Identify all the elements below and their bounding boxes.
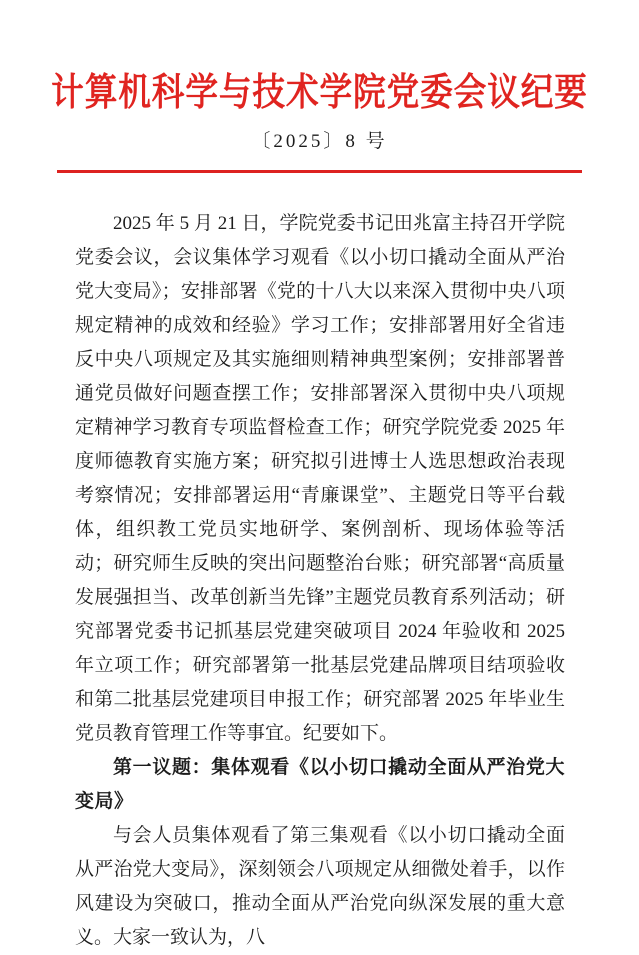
topic1-paragraph: 与会人员集体观看了第三集观看《以小切口撬动全面从严治党大变局》，深刻领会八项规定从细微处着手，以作风建设为突破口，推动全面从严治党向纵深发展的重大意义。大家一致认为，八 bbox=[75, 825, 565, 948]
document-title: 计算机科学与技术学院党委会议纪要 bbox=[51, 72, 588, 114]
topic1-heading: 第一议题：集体观看《以小切口撬动全面从严治党大变局》 bbox=[75, 757, 565, 812]
document-body bbox=[75, 207, 565, 955]
document-number: 〔2025〕8 号 bbox=[251, 131, 388, 152]
intro-paragraph: 2025 年 5 月 21 日，学院党委书记田兆富主持召开学院党委会议，会议集体学习观看《以小切口撬动全面从严治党大变局》；安排部署《党的十八大以来深入贯彻中央八项规定精神的成效和经验》学习工作；安排部署用好全省违反中央八项规定及其实施细则精神典型案例；安排部署普通党员做好问题查摆工作；安排部署深入贯彻中央八项规定精神学习教育专项监督检查工作；研究学院党委 2025 年度师德教育实施方案；研究拟引进博士人选思想政治表现考察情况；安排部署运用“青廉课堂”、主题党日等平台载体，组织教工党员实地研学、案例剖析、现场体验等活动；研究师生反映的突出问题整治台账；研究部署“高质量发展强担当、改革创新当先锋”主题党员教育系列活动；研究部署党委书记抓基层党建突破项目 2024 年验收和 2025 年立项工作；研究部署第一批基层党建品牌项目结项验收和第二批基层党建项目申报工作；研究部署 2025 年毕业生党员教育管理工作等事宜。纪要如下。 bbox=[75, 213, 565, 744]
red-divider-rule bbox=[57, 170, 582, 173]
